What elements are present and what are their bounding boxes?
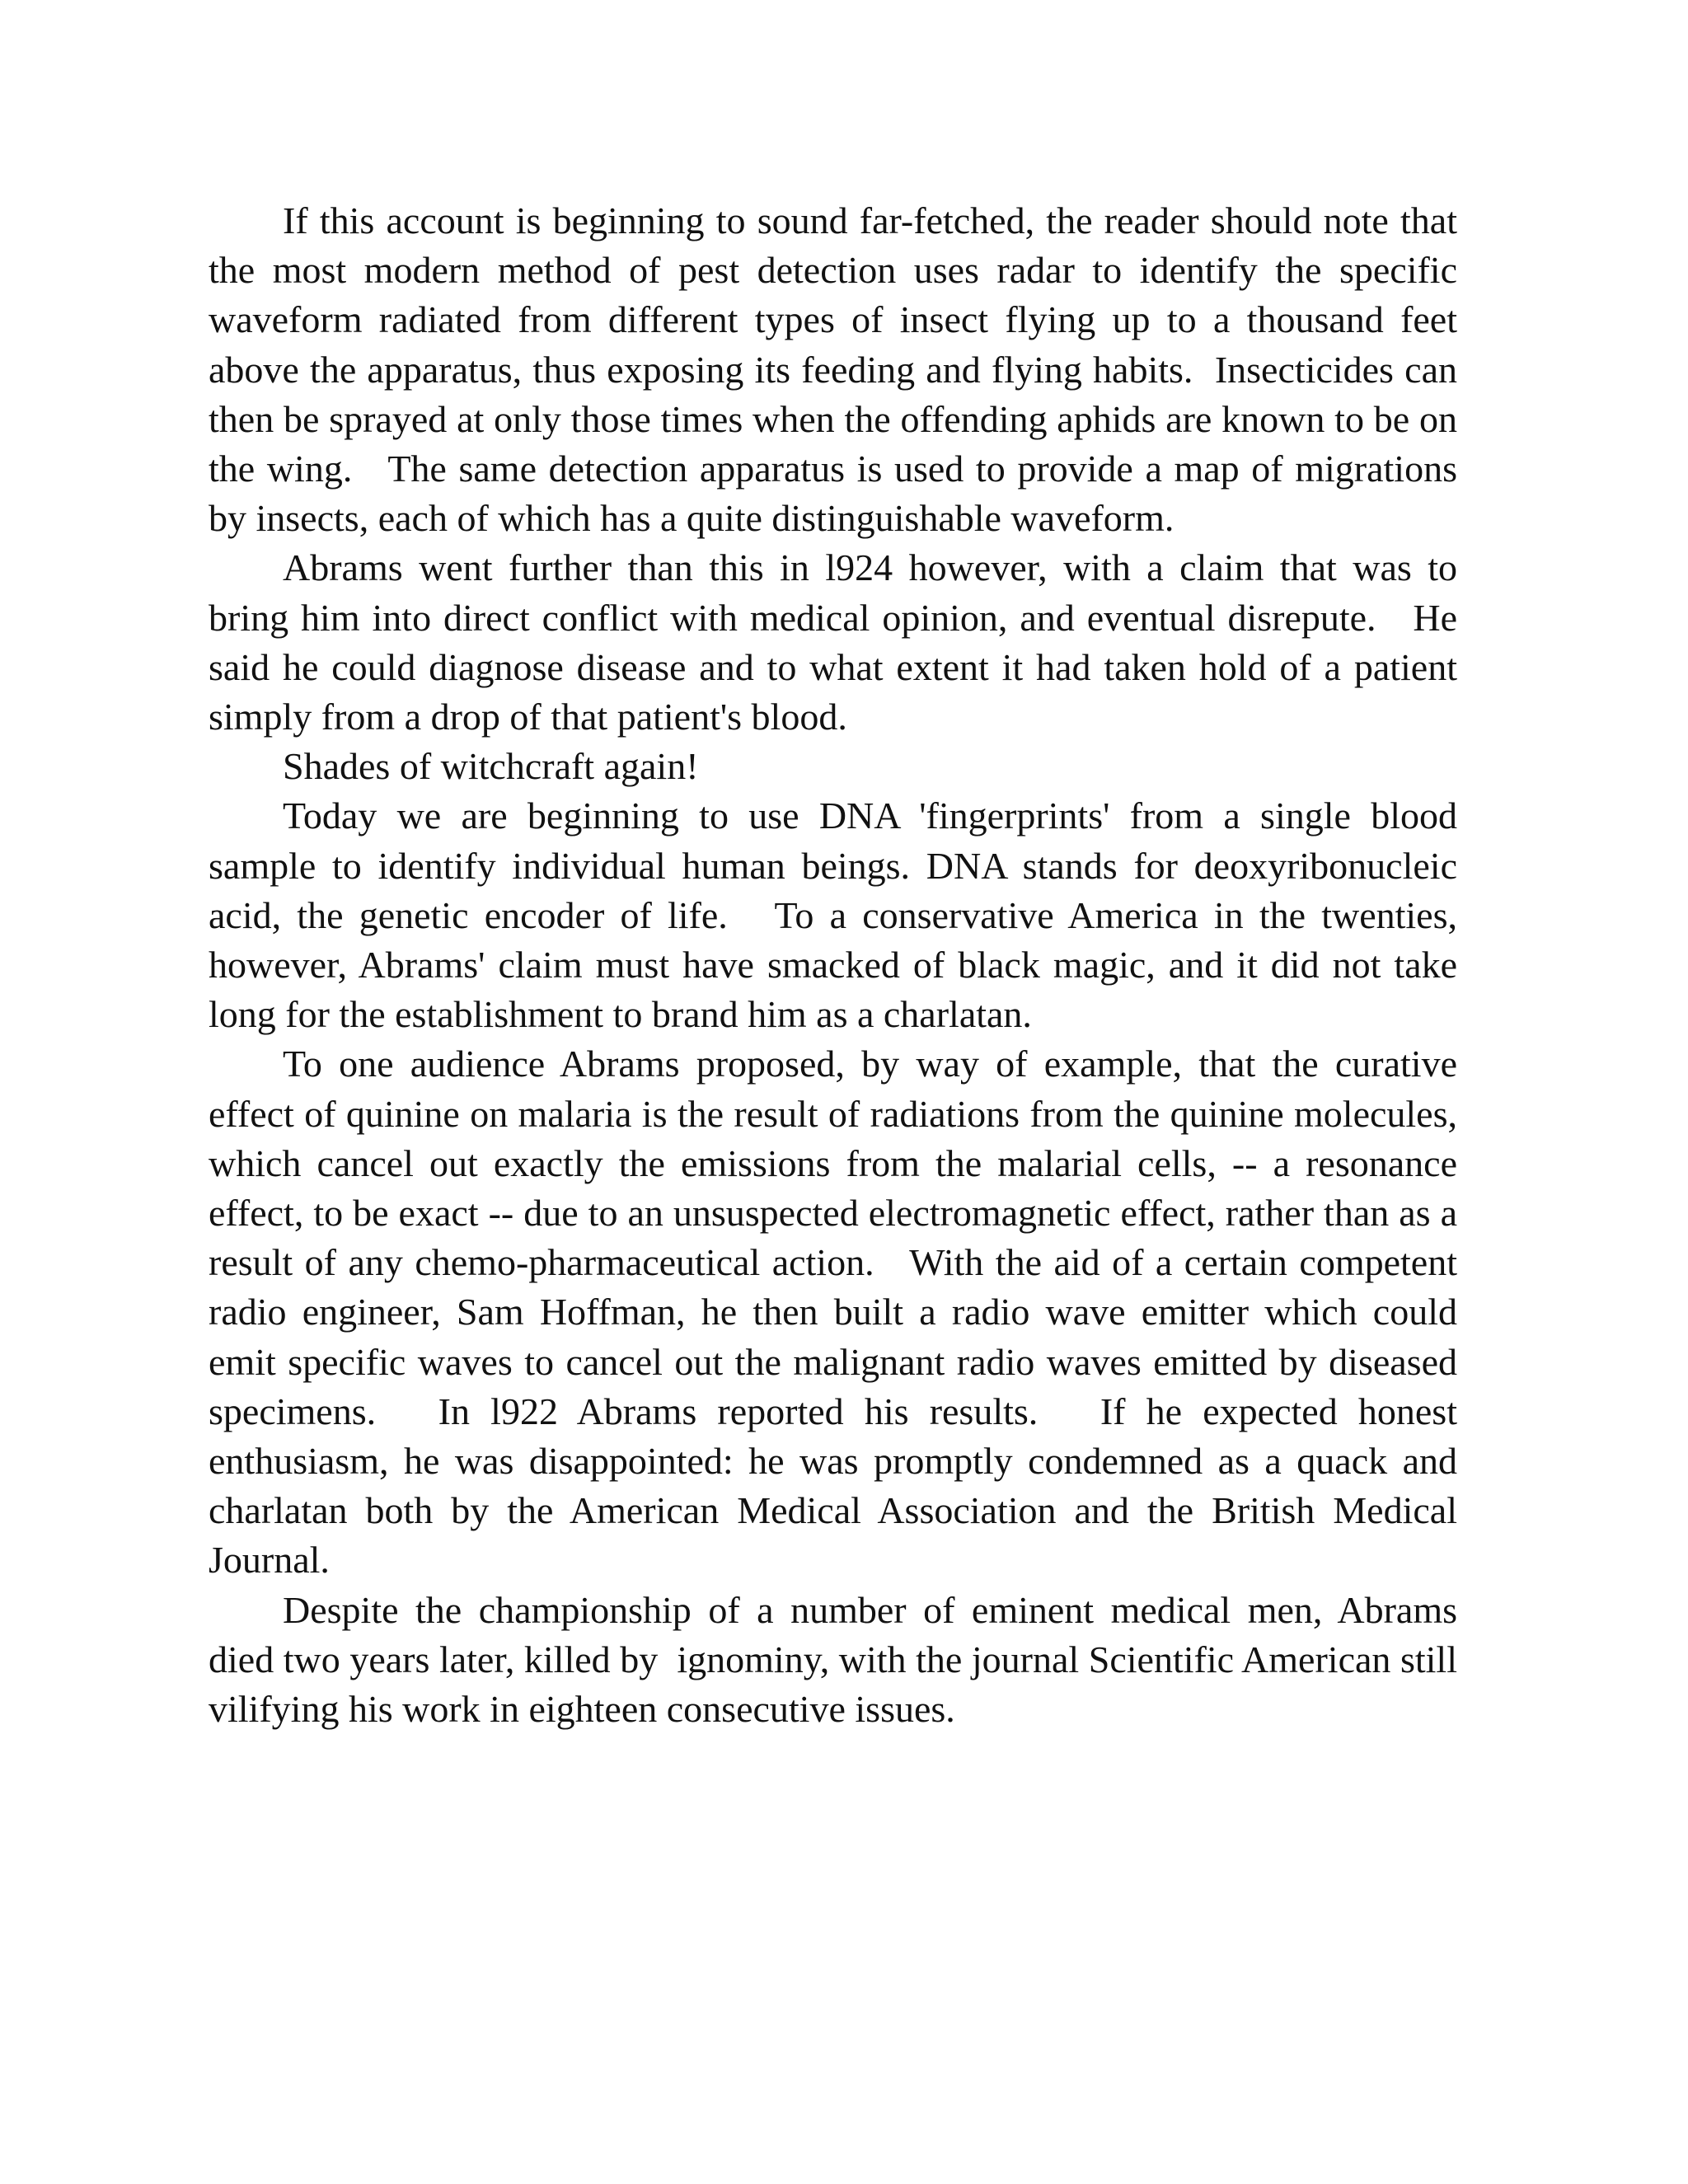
paragraph-quinine-malaria: To one audience Abrams proposed, by way of example, that the curative effect of quinine on malaria is the result of radiations from the quinine molecules, which cancel out exactly the emissions from the malarial cells, -- a resonance effect, to be exact -- due to an unsuspected electromagnetic effect, rather than as a result of any chemo-pharmaceutical action. With the aid of a certain competent radio engineer, Sam Hoffman, he then built a radio wave emitter which could emit specific waves to cancel out the malignant radio waves emitted by diseased specimens. In l922 Abrams reported his results. If he expected honest enthusiasm, he was disappointed: he was promptly condemned as a quack and charlatan both by the American Medical Association and the British Medical Journal. bbox=[209, 1043, 1467, 1582]
paragraph-abrams-claim: Abrams went further than this in l924 however, with a claim that was to bring him into direct conflict with medical opinion, and eventual disrepute. He said he could diagnose disease and to what extent it had taken hold of a patient simply from a drop of that patient's blood. bbox=[209, 546, 1467, 738]
paragraph-dna-fingerprints: Today we are beginning to use DNA 'fingerprints' from a single blood sample to identify individual human beings. DNA stands for deoxyribonucleic acid, the genetic encoder of life. To a conservative America in the twenties, however, Abrams' claim must have smacked of black magic, and it did not take long for the establishment to brand him as a charlatan. bbox=[209, 794, 1467, 1036]
paragraph-abrams-death: Despite the championship of a number of eminent medical men, Abrams died two years later, killed by ignominy, with the journal Scientific American still vilifying his work in eighteen consecutive issues. bbox=[209, 1588, 1467, 1731]
paragraph-pest-detection: If this account is beginning to sound far-fetched, the reader should note that the most modern method of pest detection uses radar to identify the specific waveform radiated from different types of insect flying up to a thousand feet above the apparatus, thus exposing its feeding and flying habits. Insecticides can then be sprayed at only those times when the offending aphids are known to be on the wing. The same detection apparatus is used to provide a map of migrations by insects, each of which has a quite distinguishable waveform. bbox=[209, 199, 1467, 540]
body-text bbox=[209, 196, 1467, 1734]
paragraph-witchcraft: Shades of witchcraft again! bbox=[283, 745, 699, 788]
